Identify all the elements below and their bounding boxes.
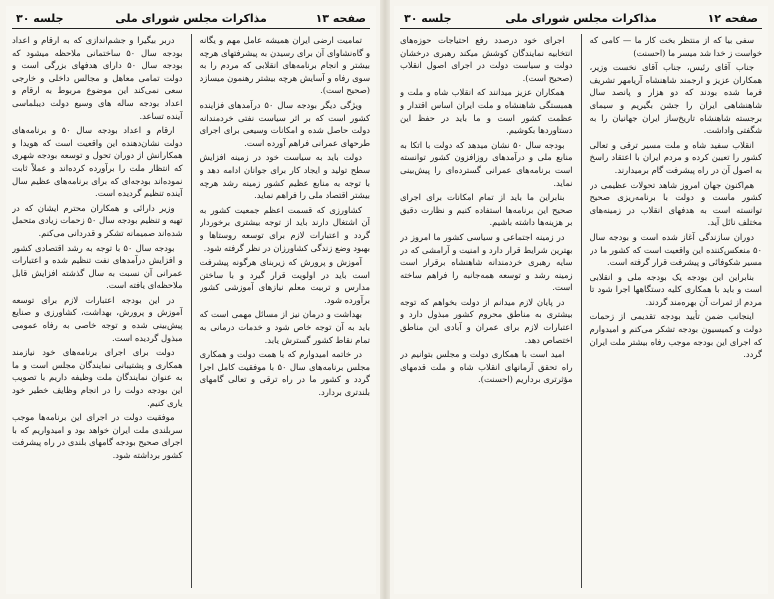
paragraph: در این بودجه اعتبارات لازم برای توسعه آموزش و پرورش، بهداشت، کشاورزی و صنایع پیش‌بینی شده و توجه خاصی به رفاه عمومی مبذول گردیده است. bbox=[12, 294, 183, 343]
right-page bbox=[394, 6, 768, 594]
paragraph: آموزش و پرورش که زیربنای هرگونه پیشرفت است باید در اولویت قرار گیرد و با ساختن مدارس و تربیت معلم نیازهای آموزشی کشور برآورده شود. bbox=[199, 257, 370, 305]
text-column bbox=[200, 34, 371, 588]
session-number: جلسه ۳۰ bbox=[16, 12, 64, 25]
text-column bbox=[12, 34, 183, 588]
paragraph: بودجه سال ۵۰ نشان میدهد که دولت با اتکا به منابع ملی و درآمدهای روزافزون کشور توانسته است برنامه‌های عمرانی گسترده‌ای را پیش‌بینی نماید. bbox=[400, 139, 573, 188]
publication-title: مذاکرات مجلس شورای ملی bbox=[115, 12, 267, 25]
right-page-header bbox=[400, 10, 762, 29]
page-number: صفحه ۱۳ bbox=[315, 12, 366, 25]
paragraph: بهداشت و درمان نیز از مسائل مهمی است که باید به آن توجه خاص شود و خدمات درمانی به تمام نقاط کشور گسترش یابد. bbox=[199, 309, 370, 345]
paragraph: بنابراین ما باید از تمام امکانات برای اجرای صحیح این برنامه‌ها استفاده کنیم و نظارت دقیق بر هزینه‌ها داشته باشیم. bbox=[400, 192, 573, 228]
paragraph: اینجانب ضمن تأیید بودجه تقدیمی از زحمات دولت و کمیسیون بودجه تشکر می‌کنم و امیدوارم که اجرای این بودجه موجب رفاه بیشتر ملت ایران گردد. bbox=[589, 311, 762, 360]
column-rule bbox=[581, 34, 582, 588]
session-number: جلسه ۳۰ bbox=[404, 12, 452, 25]
paragraph: جناب آقای رئیس، جناب آقای نخست وزیر، همکاران عزیز و ارجمند شاهنشاه آریامهر تشریف فرما شده بودند که دو هزار و پانصد سال شاهنشاهی ایران را جشن بگیریم و سیمای برجسته شاهنشاه تاریخ‌ساز ایران جهانیان را به شگفتی واداشت. bbox=[589, 62, 762, 136]
paragraph: انقلاب سفید شاه و ملت مسیر ترقی و تعالی کشور را تعیین کرده و مردم ایران با اعتقاد راسخ به اصول آن در راه پیشرفت گام برمیدارند. bbox=[589, 139, 762, 175]
paragraph: دولت برای اجرای برنامه‌های خود نیازمند همکاری و پشتیبانی نمایندگان مجلس است و ما به عنوان نمایندگان ملت وظیفه داریم با تصویب این بودجه دولت را در انجام وظایف خطیر خود یاری کنیم. bbox=[12, 347, 183, 408]
paragraph: دولت باید به سیاست خود در زمینه افزایش سطح تولید و ایجاد کار برای جوانان ادامه دهد و با توجه به منابع عظیم کشور زمینه رشد هرچه بیشتر اقتصاد ملی را فراهم نماید. bbox=[199, 152, 370, 201]
paragraph: هم‌اکنون جهان امروز شاهد تحولات عظیمی در کشور ماست و دولت با برنامه‌ریزی صحیح توانسته است به هدفهای انقلاب در زمینه‌های مختلف نائل آید. bbox=[589, 179, 762, 228]
paragraph: امید است با همکاری دولت و مجلس بتوانیم در راه تحقق آرمانهای انقلاب شاه و ملت قدمهای مؤثرتری برداریم (احسنت). bbox=[400, 349, 573, 385]
left-page-header bbox=[12, 10, 370, 29]
paragraph: همکاران عزیز میدانند که انقلاب شاه و ملت و همبستگی شاهنشاه و ملت ایران اساس اقتدار و عظمت کشور است و ما باید در حفظ این دستاوردها بکوشیم. bbox=[400, 87, 573, 136]
right-columns bbox=[400, 34, 762, 588]
paragraph: سفی بیا که از منتظر بخت کار ما — کامی که خواست ز خدا شد میسر ما (احسنت) bbox=[589, 35, 762, 58]
text-column bbox=[400, 34, 573, 588]
paragraph: تمامیت ارضی ایران همیشه عامل مهم و یگانه و گاه‌نشاوای آن برای رسیدن به پیشرفتهای هرچه بیشتر و انجام برنامه‌های انقلابی که مردم را به سوی رفاه و آسایش هرچه بیشتر رهنمون میسازد (صحیح است). bbox=[199, 35, 370, 96]
paragraph: ویژگی دیگر بودجه سال ۵۰ درآمدهای فزاینده کشور است که بر اثر سیاست نفتی خردمندانه دولت حاصل شده و امکانات وسیعی برای اجرای طرحهای عمرانی فراهم آورده است. bbox=[199, 99, 370, 148]
paragraph: در خاتمه امیدوارم که با همت دولت و همکاری مجلس برنامه‌های سال ۵۰ با موفقیت کامل اجرا گردد و کشور ما در راه ترقی و تعالی گامهای بلندتری بردارد. bbox=[199, 349, 370, 398]
paragraph: دوران سازندگی آغاز شده است و بودجه سال ۵۰ منعکس‌کننده این واقعیت است که کشور ما در مسیر شکوفائی و پیشرفت قرار گرفته است. bbox=[589, 231, 762, 268]
paragraph: کشاورزی که قسمت اعظم جمعیت کشور به آن اشتغال دارند باید از توجه بیشتری برخوردار گردد و اعتبارات لازم برای توسعه روستاها و بهبود وضع زندگی کشاورزان در نظر گرفته شود. bbox=[199, 204, 370, 253]
text-column bbox=[590, 34, 763, 588]
paragraph: اجرای خود درصدد رفع احتیاجات حوزه‌های انتخابیه نمایندگان کوشش میکند رهبری درخشان دولت و سیاست دولت در اجرای اصول انقلاب (صحیح است). bbox=[400, 35, 573, 83]
left-page bbox=[6, 6, 376, 594]
paragraph: موفقیت دولت در اجرای این برنامه‌ها موجب سربلندی ملت ایران خواهد بود و امیدواریم که با اجرای صحیح بودجه گامهای بلندی در راه پیشرفت کشور برداشته شود. bbox=[12, 412, 183, 460]
left-columns bbox=[12, 34, 370, 588]
paragraph: ارقام و اعداد بودجه سال ۵۰ و برنامه‌های دولت نشان‌دهنده این واقعیت است که هویدا و همکارانش از دوران تحول و توسعه بودجه شهری که انتظار ملت را برآورده کرده‌اند و عملاً ثابت نموده‌اند بودجه‌ای که برای برنامه‌های عظیم سال آینده تنظیم گردیده است. bbox=[12, 125, 183, 199]
paragraph: بنابراین این بودجه یک بودجه ملی و انقلابی است و باید با همکاری کلیه دستگاهها اجرا شود تا مردم از ثمرات آن بهره‌مند گردند. bbox=[589, 271, 762, 307]
page-number: صفحه ۱۲ bbox=[707, 12, 758, 25]
paragraph: بودجه سال ۵۰ با توجه به رشد اقتصادی کشور و افزایش درآمدهای نفت تنظیم شده و اعتبارات عمرانی آن نسبت به سال گذشته افزایش قابل ملاحظه‌ای یافته است. bbox=[12, 242, 183, 291]
paragraph: در زمینه اجتماعی و سیاسی کشور ما امروز در بهترین شرایط قرار دارد و امنیت و آرامشی که در سایه رهبری خردمندانه شاهنشاه برقرار است زمینه رشد و توسعه همه‌جانبه را فراهم ساخته است. bbox=[400, 231, 573, 293]
paragraph: وزیر دارائی و همکاران محترم ایشان که در تهیه و تنظیم بودجه سال ۵۰ زحمات زیادی متحمل شده‌اند صمیمانه تشکر و قدردانی می‌کنم. bbox=[12, 202, 183, 238]
paragraph: در پایان لازم میدانم از دولت بخواهم که توجه بیشتری به مناطق محروم کشور مبذول دارد و اعتبارات لازم برای عمران و آبادی این مناطق اختصاص دهد. bbox=[400, 296, 573, 345]
column-rule bbox=[191, 34, 192, 588]
page-gutter bbox=[380, 0, 390, 599]
paragraph: دربر بیگیرا و جشم‌اندازی که به ارقام و اعداد بودجه سال ۵۰ ساختمانی ملاحظه میشود که بودجه سال ۵۰ دارای هدفهای بزرگی است و دولت تمامی معاهل و مجالس داخلی و خارجی سعی نمی‌کند این موضوع مربوط به ارقام و اعداد بودجه ساله های وسیع دولت دیبلماسی آینده تساعد. bbox=[12, 35, 183, 121]
publication-title: مذاکرات مجلس شورای ملی bbox=[505, 12, 657, 25]
